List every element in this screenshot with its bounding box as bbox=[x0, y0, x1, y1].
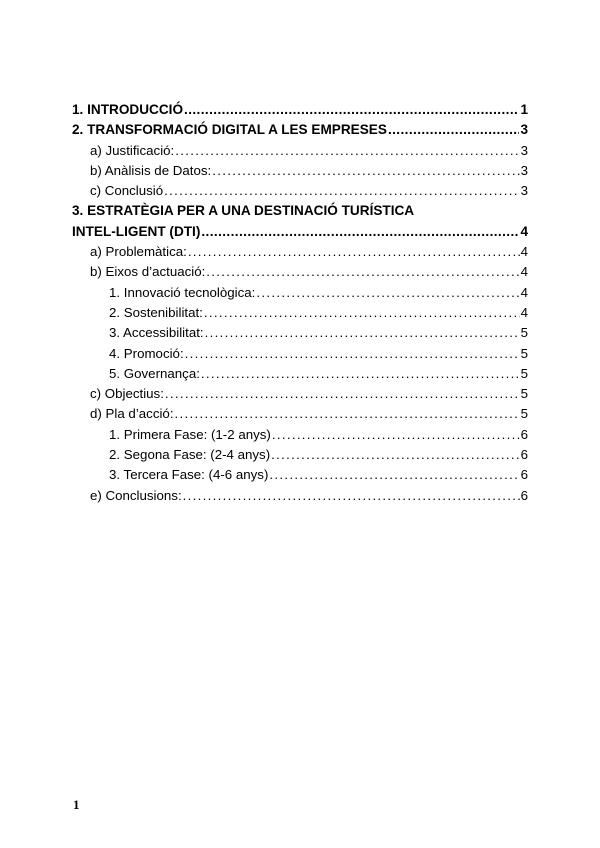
dot-leader bbox=[269, 465, 519, 485]
toc-entry-title: e) Conclusions: bbox=[90, 487, 182, 503]
dot-leader bbox=[204, 303, 520, 323]
dot-leader bbox=[184, 100, 519, 120]
toc-entry-segona-fase[interactable] bbox=[72, 445, 528, 465]
toc-entry-title: a) Justificació: bbox=[90, 142, 175, 158]
toc-entry-page: 4 bbox=[520, 264, 528, 280]
dot-leader bbox=[165, 384, 520, 404]
toc-entry-title: d) Pla d’acció: bbox=[90, 406, 174, 422]
toc-entry-promocio[interactable] bbox=[72, 344, 528, 364]
toc-entry-title: 2. TRANSFORMACIÓ DIGITAL A LES EMPRESES bbox=[72, 122, 387, 138]
dot-leader bbox=[201, 222, 519, 242]
toc-entry-title: 2. Sostenibilitat: bbox=[109, 304, 203, 320]
toc-entry-page: 4 bbox=[520, 244, 528, 260]
toc-entry-conclusio[interactable] bbox=[72, 181, 528, 201]
toc-entry-accessibilitat[interactable] bbox=[72, 323, 528, 343]
dot-leader bbox=[175, 404, 520, 424]
toc-entry-page: 6 bbox=[520, 487, 528, 503]
toc-entry-conclusions[interactable] bbox=[72, 486, 528, 506]
dot-leader bbox=[164, 181, 519, 201]
toc-entry-title: 1. INTRODUCCIÓ bbox=[72, 102, 184, 117]
toc-entry-page: 3 bbox=[520, 142, 528, 158]
toc-entry-tercera-fase[interactable] bbox=[72, 465, 528, 485]
dot-leader bbox=[256, 283, 519, 303]
toc-entry-page: 5 bbox=[520, 365, 528, 381]
dot-leader bbox=[205, 323, 520, 343]
toc-entry-title: 5. Governança: bbox=[109, 365, 200, 381]
toc-entry-title: 3. Accessibilitat: bbox=[109, 325, 204, 341]
dot-leader bbox=[272, 425, 520, 445]
toc-entry-eixos-actuacio[interactable] bbox=[72, 262, 528, 282]
toc-entry-title: b) Eixos d’actuació: bbox=[90, 264, 206, 280]
toc-entry-page: 3 bbox=[520, 122, 528, 138]
toc-entry-page: 4 bbox=[520, 284, 528, 300]
toc-entry-innovacio-tecnologica[interactable] bbox=[72, 283, 528, 303]
toc-entry-page: 4 bbox=[520, 223, 528, 239]
dot-leader bbox=[183, 486, 520, 506]
toc-entry-page: 5 bbox=[520, 325, 528, 341]
toc-entry-page: 1 bbox=[520, 102, 528, 117]
toc-entry-transformacio-digital[interactable] bbox=[72, 120, 528, 140]
toc-entry-estrategia-dti[interactable] bbox=[72, 201, 528, 242]
toc-entry-analisis-datos[interactable] bbox=[72, 161, 528, 181]
dot-leader bbox=[212, 161, 519, 181]
dot-leader bbox=[175, 141, 519, 161]
toc-entry-title: a) Problemàtica: bbox=[90, 244, 187, 260]
toc-entry-title: 1. Primera Fase: (1-2 anys) bbox=[109, 426, 271, 442]
page-number: 1 bbox=[73, 797, 80, 812]
toc-entry-title: c) Objectius: bbox=[90, 386, 164, 402]
toc-entry-primera-fase[interactable] bbox=[72, 425, 528, 445]
toc-entry-title: 2. Segona Fase: (2-4 anys) bbox=[109, 447, 271, 463]
toc-entry-page: 4 bbox=[520, 304, 528, 320]
toc-entry-title: INTEL-LIGENT (DTI) bbox=[72, 223, 201, 239]
toc-entry-title: 4. Promoció: bbox=[109, 345, 184, 361]
toc-entry-title: c) Conclusió bbox=[90, 183, 164, 199]
toc-entry-title: 1. Innovació tecnològica: bbox=[109, 284, 256, 300]
toc-entry-page: 3 bbox=[520, 162, 528, 178]
toc-entry-title-line1: 3. ESTRATÈGIA PER A UNA DESTINACIÓ TURÍSTICA bbox=[72, 203, 415, 219]
dot-leader bbox=[271, 445, 519, 465]
dot-leader bbox=[201, 364, 520, 384]
toc-entry-introduccio[interactable] bbox=[72, 100, 528, 120]
dot-leader bbox=[206, 262, 519, 282]
toc-entry-page: 6 bbox=[520, 426, 528, 442]
toc-entry-page: 6 bbox=[520, 467, 528, 483]
toc-entry-sostenibilitat[interactable] bbox=[72, 303, 528, 323]
toc-entry-page: 5 bbox=[520, 386, 528, 402]
dot-leader bbox=[185, 344, 520, 364]
toc-entry-page: 6 bbox=[520, 447, 528, 463]
toc-entry-title: 3. Tercera Fase: (4-6 anys) bbox=[109, 467, 269, 483]
toc-entry-objectius[interactable] bbox=[72, 384, 528, 404]
toc-entry-governanca[interactable] bbox=[72, 364, 528, 384]
toc-entry-page: 5 bbox=[520, 406, 528, 422]
toc-entry-problematica[interactable] bbox=[72, 242, 528, 262]
toc-entry-pla-accio[interactable] bbox=[72, 404, 528, 424]
toc-entry-page: 3 bbox=[520, 183, 528, 199]
dot-leader bbox=[388, 120, 519, 140]
toc-entry-justificacio[interactable] bbox=[72, 141, 528, 161]
dot-leader bbox=[188, 242, 520, 262]
toc-entry-title: b) Anàlisis de Datos: bbox=[90, 162, 212, 178]
table-of-contents bbox=[72, 100, 528, 506]
toc-entry-page: 5 bbox=[520, 345, 528, 361]
